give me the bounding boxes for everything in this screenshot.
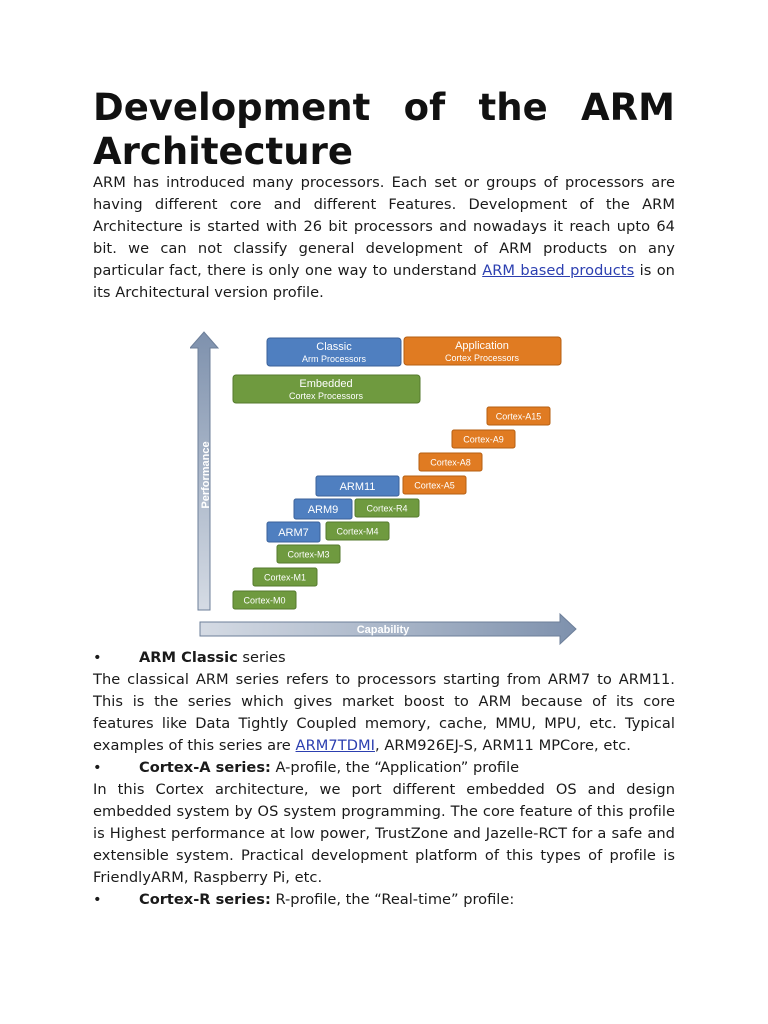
chip-cortex-a9-label: Cortex-A9: [463, 434, 504, 445]
arm-architecture-diagram: [190, 330, 580, 646]
chip-arm9: [294, 499, 352, 519]
article: [93, 86, 675, 304]
chip-cortex-a15: [487, 407, 550, 425]
classic-heading-line: [139, 647, 286, 669]
intro-paragraph: [93, 172, 675, 304]
application-header-box: [404, 337, 561, 365]
chip-cortex-m3-label: Cortex-M3: [287, 549, 330, 560]
classic-header-box: [267, 338, 401, 366]
chip-cortex-r4-label: Cortex-R4: [366, 503, 408, 514]
chip-cortex-a8: [419, 453, 482, 471]
cortex-r-heading: Cortex-R series:: [139, 891, 271, 908]
chip-cortex-a5-label: Cortex-A5: [414, 480, 455, 491]
cortex-r-heading-suffix: R-profile, the “Real-time” profile:: [270, 891, 515, 908]
cortex-a-heading-suffix: A-profile, the “Application” profile: [270, 759, 520, 776]
cortex-a-heading-line: [139, 757, 519, 779]
chip-cortex-a8-label: Cortex-A8: [430, 457, 471, 468]
cortex-a-heading: Cortex-A series:: [139, 759, 271, 776]
chip-cortex-r4: [355, 499, 419, 517]
embedded-header-box: [233, 375, 420, 403]
classic-heading-suffix: series: [237, 649, 286, 666]
arm7tdmi-link[interactable]: ARM7TDMI: [295, 737, 375, 754]
page-title: Development of the ARM Architecture: [93, 86, 675, 173]
bullet-point: •: [93, 649, 102, 666]
series-sections: [93, 647, 675, 911]
classic-heading: ARM Classic: [139, 649, 238, 666]
intro-text-end: is on its Architectural version profile.: [93, 262, 675, 301]
chip-cortex-m1-label: Cortex-M1: [263, 572, 307, 583]
application-title: Application: [455, 340, 509, 352]
chip-cortex-m0: [233, 591, 296, 609]
performance-axis-label: Performance: [200, 441, 212, 509]
chip-cortex-m3: [277, 545, 340, 563]
chip-cortex-a15-label: Cortex-A15: [495, 411, 542, 422]
capability-axis-label: Capability: [356, 624, 410, 636]
chip-arm11: [316, 476, 399, 496]
bullet-point: •: [93, 891, 102, 908]
cortex-a-series-heading: [93, 757, 675, 779]
intro-text: ARM has introduced many processors. Each set or groups of processors are having different core and different Features. Development of the ARM Architecture is started with 26 bit processors and nowadays it reach upto 64 bit. we can not classify general development of ARM products on any particular fact, there is only one way to understand: [93, 174, 675, 279]
classic-text: The classical ARM series refers to processors starting from ARM7 to ARM11. This is the series which gives market boost to ARM because of its core features like Data Tightly Coupled memory, cache, MMU, MPU, etc. Typical examples of this series are: [93, 671, 675, 754]
embedded-title: Embedded: [299, 378, 353, 390]
cortex-r-series-heading: [93, 889, 675, 911]
classic-series-heading: [93, 647, 675, 669]
chip-arm9-label: ARM9: [307, 504, 339, 516]
chip-cortex-a9: [452, 430, 515, 448]
chip-cortex-m0-label: Cortex-M0: [243, 595, 286, 606]
bullet-point: •: [93, 759, 102, 776]
chip-arm11-label: ARM11: [339, 481, 376, 493]
classic-text-end: , ARM926EJ-S, ARM11 MPCore, etc.: [374, 737, 631, 754]
classic-paragraph: [93, 669, 675, 757]
arm-based-products-link[interactable]: ARM based products: [482, 262, 635, 279]
chip-cortex-m1: [253, 568, 317, 586]
classic-subtitle: Arm Processors: [301, 354, 367, 364]
chip-cortex-a5: [403, 476, 466, 494]
application-subtitle: Cortex Processors: [444, 353, 520, 363]
cortex-a-paragraph: In this Cortex architecture, we port different embedded OS and design embedded system by OS system programming. The core feature of this profile is Highest performance at low power, TrustZone and Jazelle-RCT for a safe and extensible system. Practical development platform of this types of profile is FriendlyARM, Raspberry Pi, etc.: [93, 781, 675, 886]
chip-arm7: [267, 522, 320, 542]
chip-arm7-label: ARM7: [278, 527, 309, 539]
cortex-r-heading-line: [139, 889, 514, 911]
chip-cortex-m4-label: Cortex-M4: [336, 526, 379, 537]
classic-title: Classic: [316, 341, 352, 353]
embedded-subtitle: Cortex Processors: [288, 391, 364, 401]
chip-cortex-m4: [326, 522, 389, 540]
